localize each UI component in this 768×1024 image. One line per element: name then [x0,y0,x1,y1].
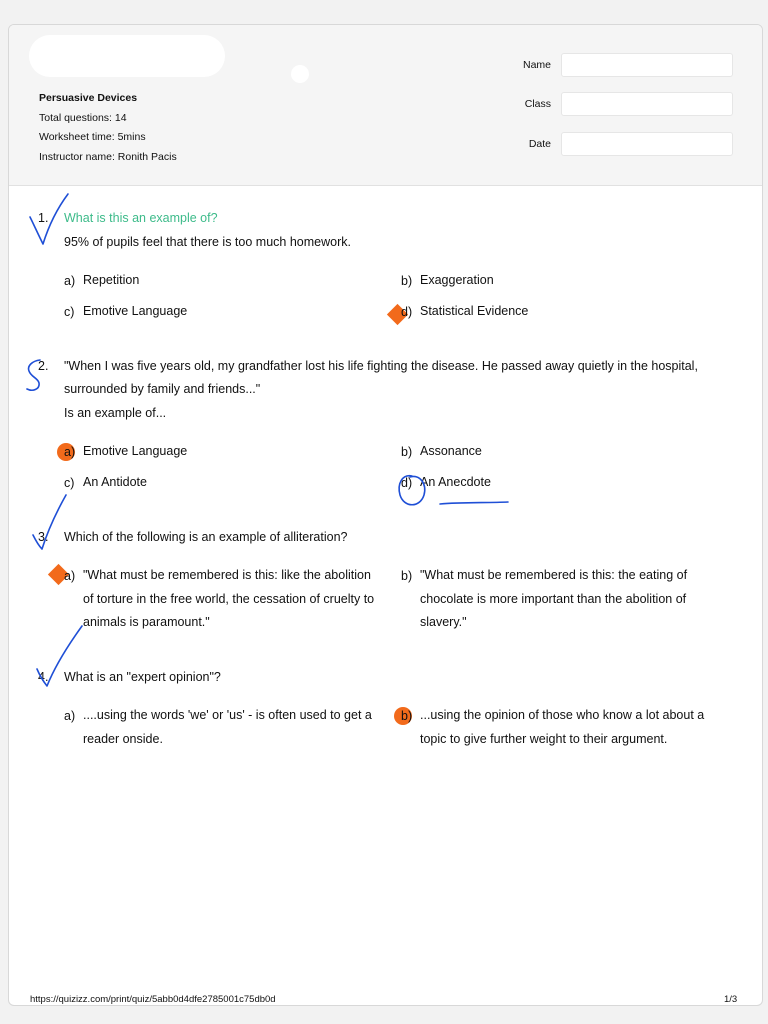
q2-option-c-letter: c) [64,476,75,490]
q1-option-c-letter: c) [64,305,75,319]
q3-option-a-line2: of torture in the free world, the cessation of cruelty to [83,591,375,606]
q3-option-b-line1: "What must be remembered is this: the eating of [420,568,688,582]
q1-option-d-letter: d) [401,305,413,319]
q1-option-b[interactable]: Exaggeration [420,273,494,287]
q4-option-b-line1: ...using the opinion of those who know a lot about a [420,708,705,722]
question-3-prompt: Which of the following is an example of alliteration? [64,530,348,544]
q2-option-d-letter: d) [401,476,413,490]
underline-q2-d-icon [440,502,508,504]
q3-option-a-letter: a) [64,569,76,583]
footer-url[interactable]: https://quizizz.com/print/quiz/5abb0d4dfe2785001c75db0d [30,994,276,1005]
q3-option-b-line3: slavery." [420,615,467,629]
checkmark-q1-icon [30,194,68,244]
q2-option-a-letter: a) [64,445,76,459]
q1-option-d[interactable]: Statistical Evidence [420,304,529,318]
date-label: Date [528,138,551,150]
q4-option-a-line2: reader onside. [83,731,163,746]
q4-option-b-letter: b) [401,709,413,723]
q4-option-b-line2: topic to give further weight to their argument. [420,731,668,746]
name-label: Name [522,59,551,71]
checkmark-q3-icon [33,495,66,549]
q3-option-b-line2: chocolate is more important than the abolition of [420,591,687,606]
question-1-prompt: What is this an example of? [64,211,218,225]
question-1-stem: 95% of pupils feel that there is too much homework. [64,235,351,249]
q1-option-c[interactable]: Emotive Language [83,304,188,318]
question-1-number: 1. [38,211,49,225]
q3-option-a-line3: animals is paramount." [83,615,210,629]
question-4-prompt: What is an "expert opinion"? [64,670,221,684]
s-mark-q2-icon [27,360,40,390]
q4-option-a-line1: ....using the words 'we' or 'us' - is often used to get a [83,708,372,722]
q1-option-b-letter: b) [401,274,413,288]
class-label: Class [524,98,551,110]
worksheet-time: Worksheet time: 5mins [39,131,146,143]
question-3-number: 3. [38,530,49,544]
instructor-name: Instructor name: Ronith Pacis [39,150,177,163]
checkmark-q4-icon [37,626,82,686]
question-2-number: 2. [38,359,49,373]
q2-option-c[interactable]: An Antidote [83,475,147,489]
q2-option-d[interactable]: An Anecdote [420,475,491,489]
q2-option-b[interactable]: Assonance [420,444,482,458]
question-2-prompt: Is an example of... [64,406,167,420]
q3-option-a-line1: "What must be remembered is this: like the abolition [83,568,371,582]
question-4-number: 4. [38,670,49,684]
q4-option-a-letter: a) [64,709,76,723]
question-2-stem-line2: surrounded by family and friends..." [64,382,261,396]
total-questions: Total questions: 14 [39,111,127,124]
q3-option-b-letter: b) [401,569,413,583]
circle-q2-d-icon [399,476,425,505]
q2-option-a[interactable]: Emotive Language [83,444,188,458]
worksheet-title: Persuasive Devices [39,92,138,104]
page-number: 1/3 [724,994,738,1005]
question-2-stem-line1: "When I was five years old, my grandfather lost his life fighting the disease. He passed away quietly in the hospital, [64,359,698,373]
q1-option-a-letter: a) [64,274,76,288]
q2-option-b-letter: b) [401,445,413,459]
q1-option-a[interactable]: Repetition [83,273,140,287]
